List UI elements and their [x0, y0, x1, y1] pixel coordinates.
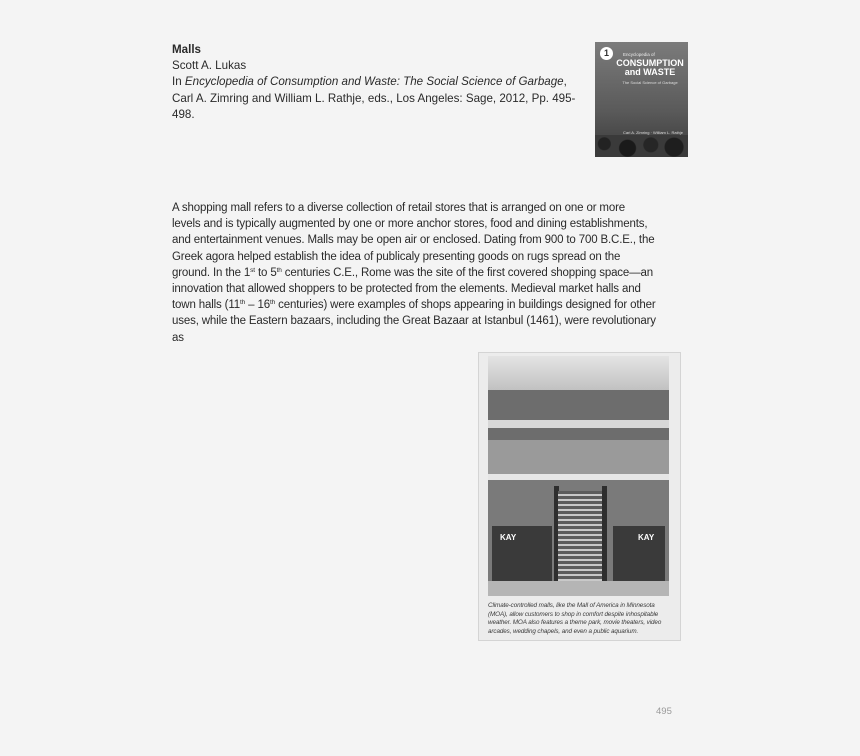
- caption-line: arcades, wedding chapels, and even a public aquarium.: [488, 627, 639, 635]
- volume-badge: 1: [600, 47, 613, 60]
- upper-railing: [488, 420, 669, 428]
- cover-tree-silhouette: [595, 135, 688, 157]
- body-line: as: [172, 331, 184, 344]
- ordinal-superscript: th: [276, 266, 282, 274]
- author-name: Scott A. Lukas: [172, 59, 247, 73]
- publication-title: Encyclopedia of Consumption and Waste: The Social Science of Garbage: [184, 75, 564, 89]
- caption-line: weather. MOA also features a theme park, movie theaters, video: [488, 619, 662, 627]
- caption-line: Climate-controlled malls, like the Mall of America in Minnesota: [488, 602, 655, 609]
- cover-subtitle: The Social Science of Garbage: [622, 80, 678, 85]
- body-text-run: centuries C.E., Rome was the site of the first covered shopping space—an: [281, 266, 653, 279]
- escalator-rail-right: [602, 486, 607, 596]
- body-text-run: to 5: [254, 266, 277, 279]
- ordinal-superscript: st: [250, 266, 255, 274]
- citation-line-2: Carl A. Zimring and William L. Rathje, eds., Los Angeles: Sage, 2012, Pp. 495-: [172, 91, 576, 105]
- cover-editors: Carl A. Zimring · William L. Rathje: [623, 130, 684, 135]
- body-line: [172, 265, 692, 281]
- skylight: [488, 356, 669, 394]
- store-sign-left: KAY: [500, 533, 517, 542]
- body-line: levels and is typically augmented by one or more anchor stores, food and dining establishments,: [172, 218, 648, 231]
- citation-line-3: 498.: [172, 107, 195, 121]
- citation-header: [172, 42, 592, 123]
- figure-caption: [488, 602, 674, 636]
- body-line: and entertainment venues. Malls may be open air or enclosed. Dating from 900 to 700 B.C.E., the: [172, 234, 655, 247]
- citation-line-1: [172, 74, 592, 90]
- body-line: Greek agora helped establish the idea of publicaly presenting goods on rugs spread on the: [172, 250, 621, 263]
- ordinal-superscript: th: [269, 299, 276, 307]
- caption-line: (MOA), allow customers to shop in comfort despite inhospitable: [488, 610, 659, 618]
- body-text-run: ground. In the 1: [172, 266, 251, 279]
- article-body: [172, 200, 692, 346]
- body-text-run: centuries) were examples of shops appearing in buildings designed for other: [275, 299, 656, 312]
- body-line: uses, while the Eastern bazaars, including the Great Bazaar at Istanbul (1461), were revolutionary: [172, 315, 656, 328]
- ordinal-superscript: th: [240, 299, 246, 307]
- store-sign-right: KAY: [638, 533, 655, 542]
- upper-level: [488, 390, 669, 440]
- body-text-run: town halls (11: [172, 299, 241, 312]
- entry-title: Malls: [172, 43, 201, 56]
- citation-separator: ,: [563, 75, 567, 89]
- body-line: innovation that allowed shoppers to be protected from the elements. Medieval market halls and: [172, 283, 641, 296]
- cover-series-line: Encyclopedia of: [623, 52, 655, 57]
- citation-prefix: In: [172, 75, 185, 89]
- book-cover-image: [595, 42, 688, 157]
- cover-title: CONSUMPTION and WASTE: [616, 58, 684, 77]
- mall-floor: [488, 581, 669, 596]
- figure-block: [478, 352, 681, 641]
- page-number: 495: [656, 706, 672, 717]
- body-line: A shopping mall refers to a diverse collection of retail stores that is arranged on one or more: [172, 202, 626, 214]
- mall-interior-photo: [488, 356, 669, 596]
- body-text-run: – 16: [245, 299, 270, 312]
- body-line: [172, 297, 692, 313]
